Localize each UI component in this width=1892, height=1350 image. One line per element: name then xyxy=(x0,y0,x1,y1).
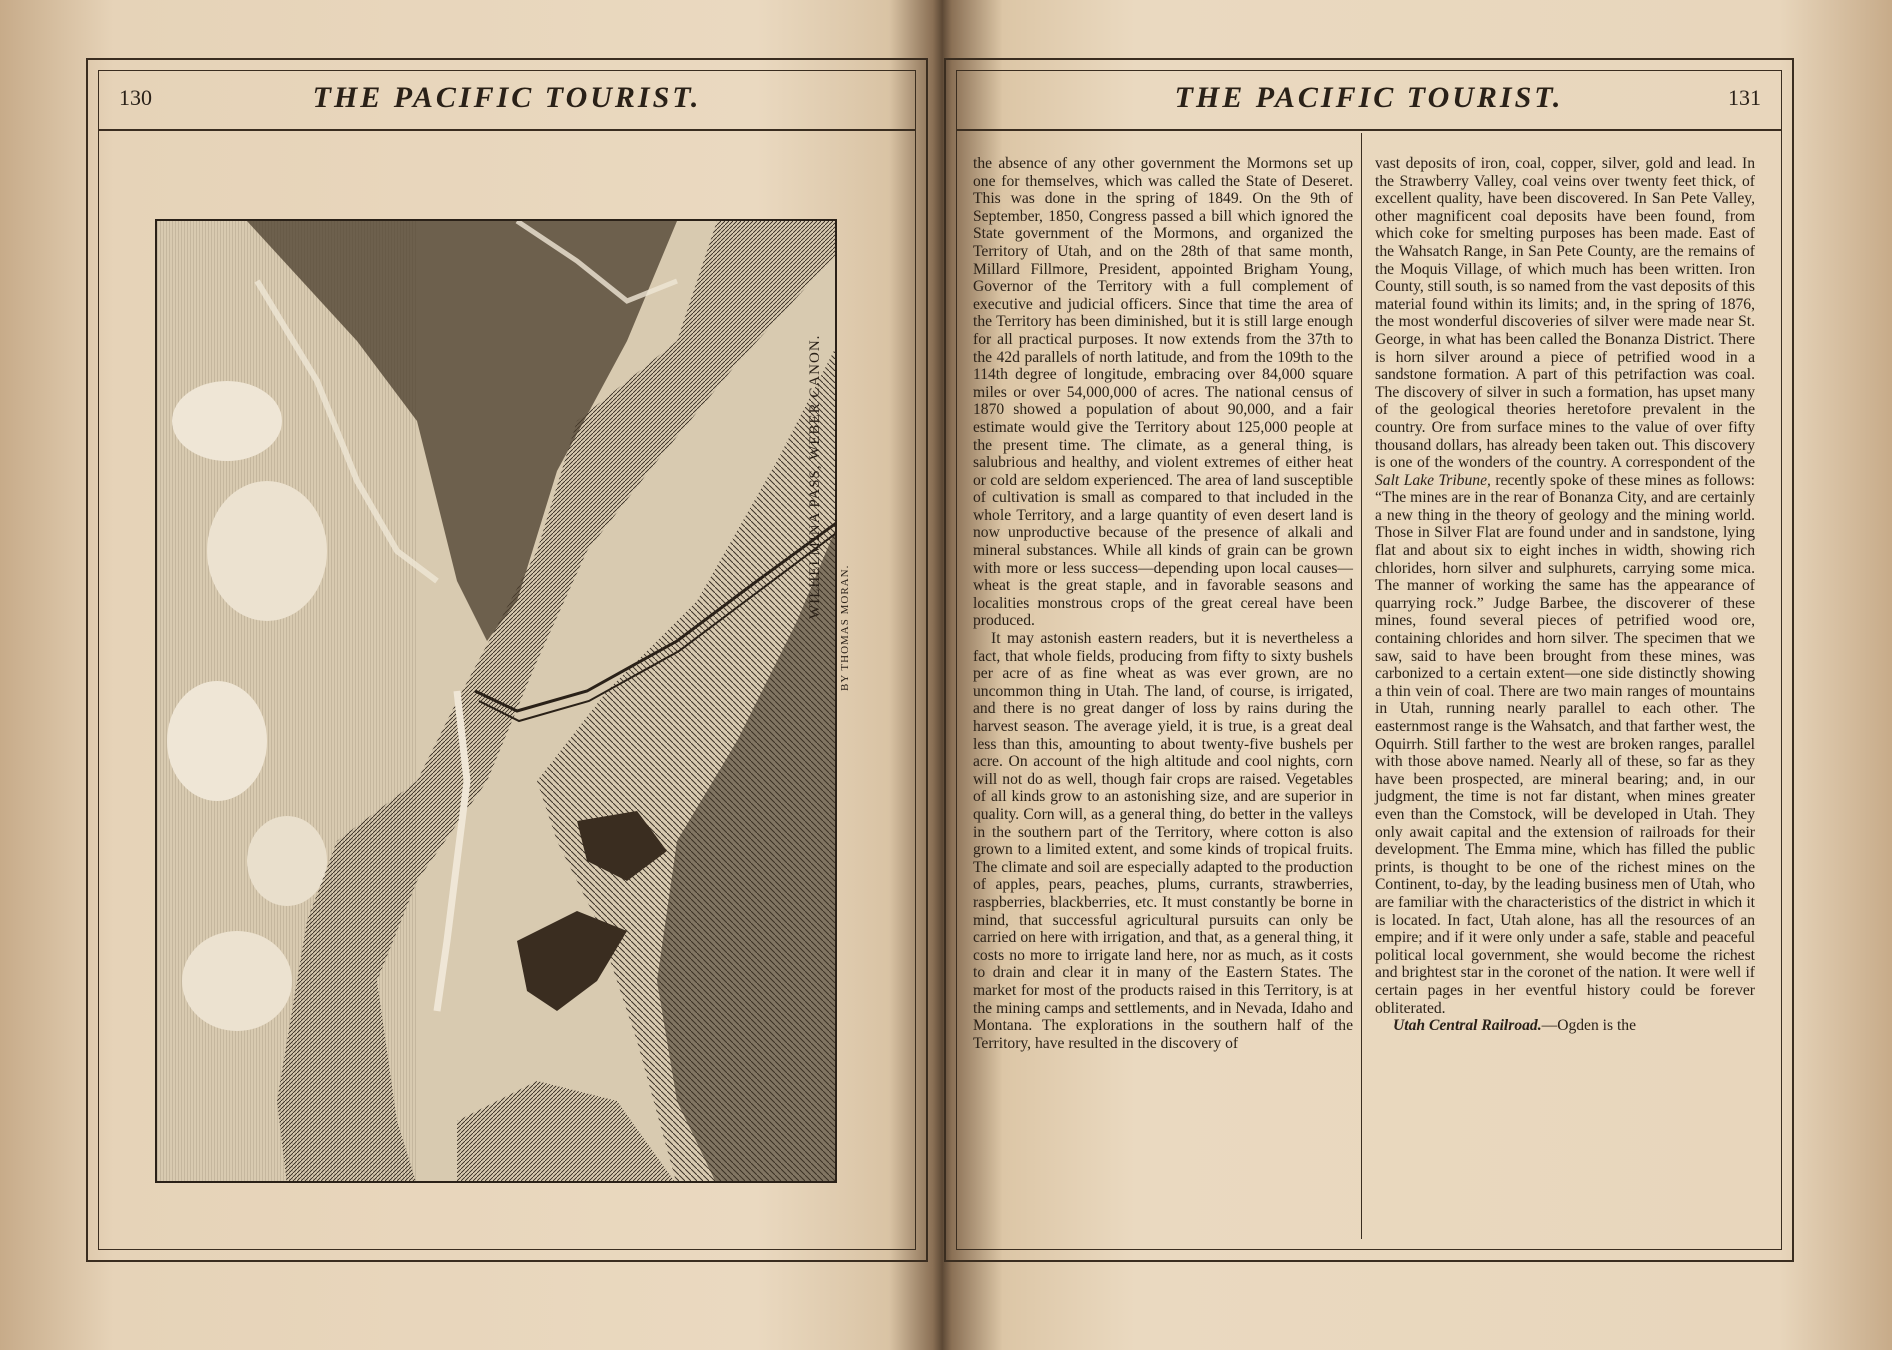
right-page-header xyxy=(957,71,1781,131)
newspaper-title: Salt Lake Tribune, xyxy=(1375,471,1491,489)
column-divider xyxy=(1361,133,1362,1239)
right-page xyxy=(944,58,1794,1262)
illustration-credit: BY THOMAS MORAN. xyxy=(839,564,851,691)
paragraph xyxy=(1375,155,1755,1017)
illustration-caption: WILHELMINA PASS, WEBER CANON. xyxy=(807,334,823,619)
paragraph-text: vast deposits of iron, coal, copper, silver, gold and lead. In the Strawberry Valley, coal veins over twenty feet thick, of excellent quality, have been discovered. In San Pete Valley, other magnificent coal deposits have been found, from which coke for smelting purposes has been made. East of the Wahsatch Range, in San Pete County, are the remains of the Moquis Village, of which much has been written. Iron County, still south, is so named from the vast deposits of this material found within its limits; and, in the spring of 1876, the most wonderful discoveries of silver were made near St. George, in what has been called the Bonanza District. There is horn silver around a piece of petrified wood in a sandstone formation. A part of this petrifaction was coal. The discovery of silver in such a formation, has upset many of the geological theories heretofore prevalent in the country. Ore from surface mines to the value of over fifty thousand dollars, has already been taken out. This discovery is one of the wonders of the country. A correspondent of the xyxy=(1375,155,1755,472)
section-paragraph xyxy=(1375,1017,1755,1035)
left-running-title: THE PACIFIC TOURIST. xyxy=(312,81,702,114)
illustration-area xyxy=(155,219,837,1183)
text-column-left xyxy=(973,155,1353,1052)
paragraph: the absence of any other government the Mormons set up one for themselves, which was called the State of Deseret. This was done in the spring of 1849. On the 9th of September, 1850, Congress passed a bill which ignored the State government of the Mormons, and organized the Territory of Utah, and on the 28th of that same month, Millard Fillmore, President, appointed Brigham Young, Governor of the Territory with a full complement of executive and judicial officers. Since that time the area of the Territory has been diminished, but it is still large enough for all practical purposes. It now extends from the 37th to the 42d parallels of north latitude, and from the 109th to the 114th degree of longitude, embracing over 84,000 square miles or over 54,000,000 of acres. The national census of 1870 showed a population of about 90,000, and a fair estimate would give the Territory about 125,000 people at the present time. The climate, as a general thing, is salubrious and healthy, and violent extremes of either heat or cold are seldom experienced. The area of land susceptible of cultivation is small as compared to that included in the whole Territory, and a large quantity of even desert land is now unproductive because of the presence of alkali and mineral substances. While all kinds of grain can be grown with more or less success—depending upon local causes—wheat is the great staple, and in favorable seasons and localities monstrous crops of the great cereal have been produced. xyxy=(973,155,1353,630)
left-page-number: 130 xyxy=(119,85,152,110)
engraving-image xyxy=(157,221,837,1183)
left-page xyxy=(86,58,928,1262)
section-heading: Utah Central Railroad. xyxy=(1393,1017,1542,1035)
left-page-header xyxy=(99,71,915,131)
right-page-number: 131 xyxy=(1728,85,1761,110)
right-running-title: THE PACIFIC TOURIST. xyxy=(1174,81,1564,114)
paragraph-text: recently spoke of these mines as follows: “The mines are in the rear of Bonanza City, and are certainly a new thing in the theory of geology and the mining world. Those in Silver Flat are found under and in sandstone, lying flat and about six to eight inches in width, showing rich chlorides, horn silver and sulphurets, carrying some mica. The manner of working the same has the appearance of quarrying rock.” Judge Barbee, the discoverer of these mines, found several pieces of petrified wood ore, containing chlorides and horn silver. The specimen that we saw, said to have been brought from these mines, was carbonized to a certain extent—one side distinctly showing a thin vein of coal. There are two main ranges of mountains in Utah, running nearly parallel to each other. The easternmost range is the Wahsatch, and that farther west, the Oquirrh. Still farther to the west are broken ranges, parallel with those above named. Nearly all of these, so far as they have been prospected, are mineral bearing; and, in our judgment, the time is not far distant, when mines greater even than the Comstock, will be developed in Utah. They only await capital and the extension of railroads for their development. The Emma mine, which has filled the public prints, is thought to be one of the richest mines on the Continent, to-day, by the leading business men of Utah, who are familiar with the characteristics of the district in which it is located. In fact, Utah alone, has all the resources of an empire; and if it were only under a safe, stable and peaceful political local government, she would become the richest and brightest star in the coronet of the nation. It were well if certain pages in her eventful history could be forever obliterated. xyxy=(1375,471,1755,1017)
right-page-frame xyxy=(956,70,1782,1250)
left-page-frame xyxy=(98,70,916,1250)
engraving-wilhelmina-pass xyxy=(155,219,837,1183)
paragraph: It may astonish eastern readers, but it is nevertheless a fact, that whole fields, producing from fifty to sixty bushels per acre of as fine wheat as was ever grown, are no uncommon thing in Utah. The land, of course, is irrigated, and there is no great danger of loss by rains during the harvest season. The average yield, it is true, is a great deal less than this, amounting to about twenty-five bushels per acre. On account of the high altitude and cool nights, corn will not do as well, though fair crops are raised. Vegetables of all kinds grow to an astonishing size, and are superior in quality. Corn will, as a general thing, do better in the valleys in the southern part of the Territory, where cotton is also grown to a limited extent, and some kinds of tropical fruits. The climate and soil are especially adapted to the production of apples, pears, peaches, plums, currants, strawberries, raspberries, blackberries, etc. It must constantly be borne in mind, that successful agricultural pursuits can only be carried on here with irrigation, and that, as a general thing, it costs no more to irrigate land here, nor as much, as it costs to drain and clear it in many of the Eastern States. The market for most of the products raised in this Territory, is at the mining camps and settlements, and in Nevada, Idaho and Montana. The explorations in the southern half of the Territory, have resulted in the discovery of xyxy=(973,630,1353,1052)
text-column-right xyxy=(1375,155,1755,1035)
section-text: —Ogden is the xyxy=(1541,1017,1637,1035)
